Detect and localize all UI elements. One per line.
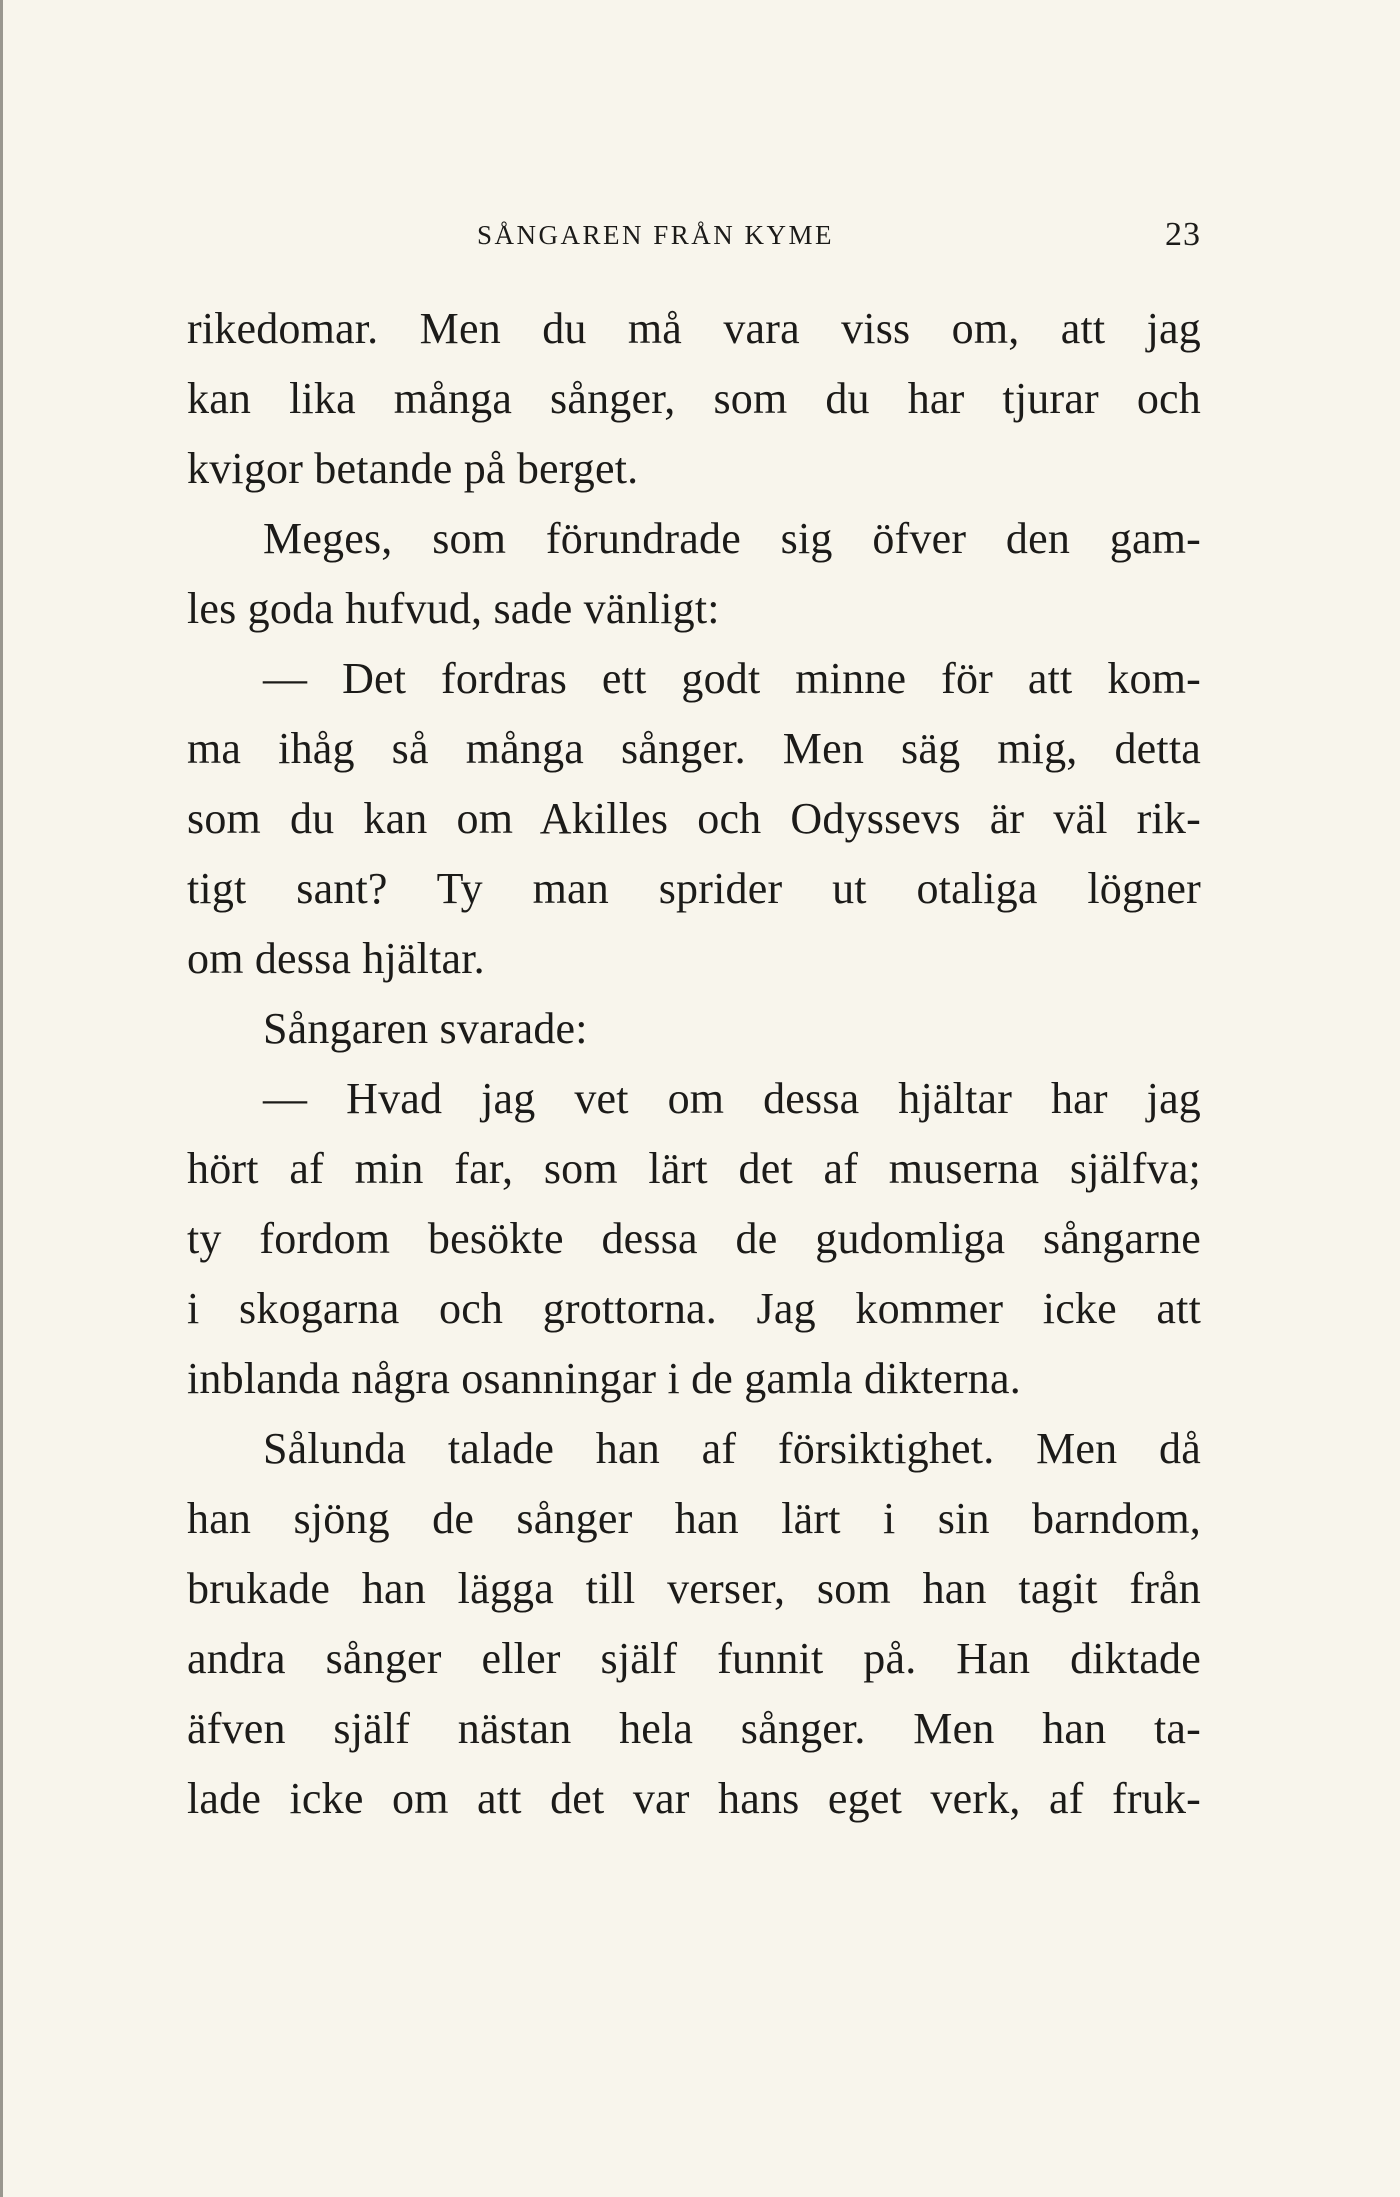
text-line: lade icke om att det var hans eget verk, af fruk- [187, 1774, 1201, 1823]
text-line: kan lika många sånger, som du har tjurar och [187, 374, 1201, 423]
text-line: som du kan om Akilles och Odyssevs är väl rik- [187, 794, 1201, 843]
page-number: 23 [1165, 216, 1201, 253]
text-line: les goda hufvud, sade vänligt: [187, 584, 720, 633]
text-line: — Det fordras ett godt minne för att kom- [263, 654, 1201, 703]
page-edge [0, 0, 3, 2197]
text-line: brukade han lägga till verser, som han tagit från [187, 1564, 1201, 1613]
text-line: — Hvad jag vet om dessa hjältar har jag [263, 1074, 1201, 1123]
text-line: han sjöng de sånger han lärt i sin barndom, [187, 1494, 1201, 1543]
running-header [187, 216, 1201, 256]
text-line: ty fordom besökte dessa de gudomliga sångarne [187, 1214, 1201, 1263]
body-text [187, 294, 1201, 1834]
text-line: Sångaren svarade: [263, 1004, 588, 1053]
text-line: om dessa hjältar. [187, 934, 485, 983]
text-line: Sålunda talade han af försiktighet. Men då [263, 1424, 1201, 1473]
text-line: äfven själf nästan hela sånger. Men han ta- [187, 1704, 1201, 1753]
text-line: inblanda några osanningar i de gamla dikterna. [187, 1354, 1021, 1403]
running-title: SÅNGAREN FRÅN KYME [477, 220, 835, 250]
text-line: hört af min far, som lärt det af muserna själfva; [187, 1144, 1201, 1193]
text-line: andra sånger eller själf funnit på. Han diktade [187, 1634, 1201, 1683]
text-line: rikedomar. Men du må vara viss om, att jag [187, 304, 1201, 353]
text-line: i skogarna och grottorna. Jag kommer icke att [187, 1284, 1201, 1333]
text-line: kvigor betande på berget. [187, 444, 639, 493]
text-line: tigt sant? Ty man sprider ut otaliga lögner [187, 864, 1201, 913]
text-line: ma ihåg så många sånger. Men säg mig, detta [187, 724, 1201, 773]
text-line: Meges, som förundrade sig öfver den gam- [263, 514, 1201, 563]
